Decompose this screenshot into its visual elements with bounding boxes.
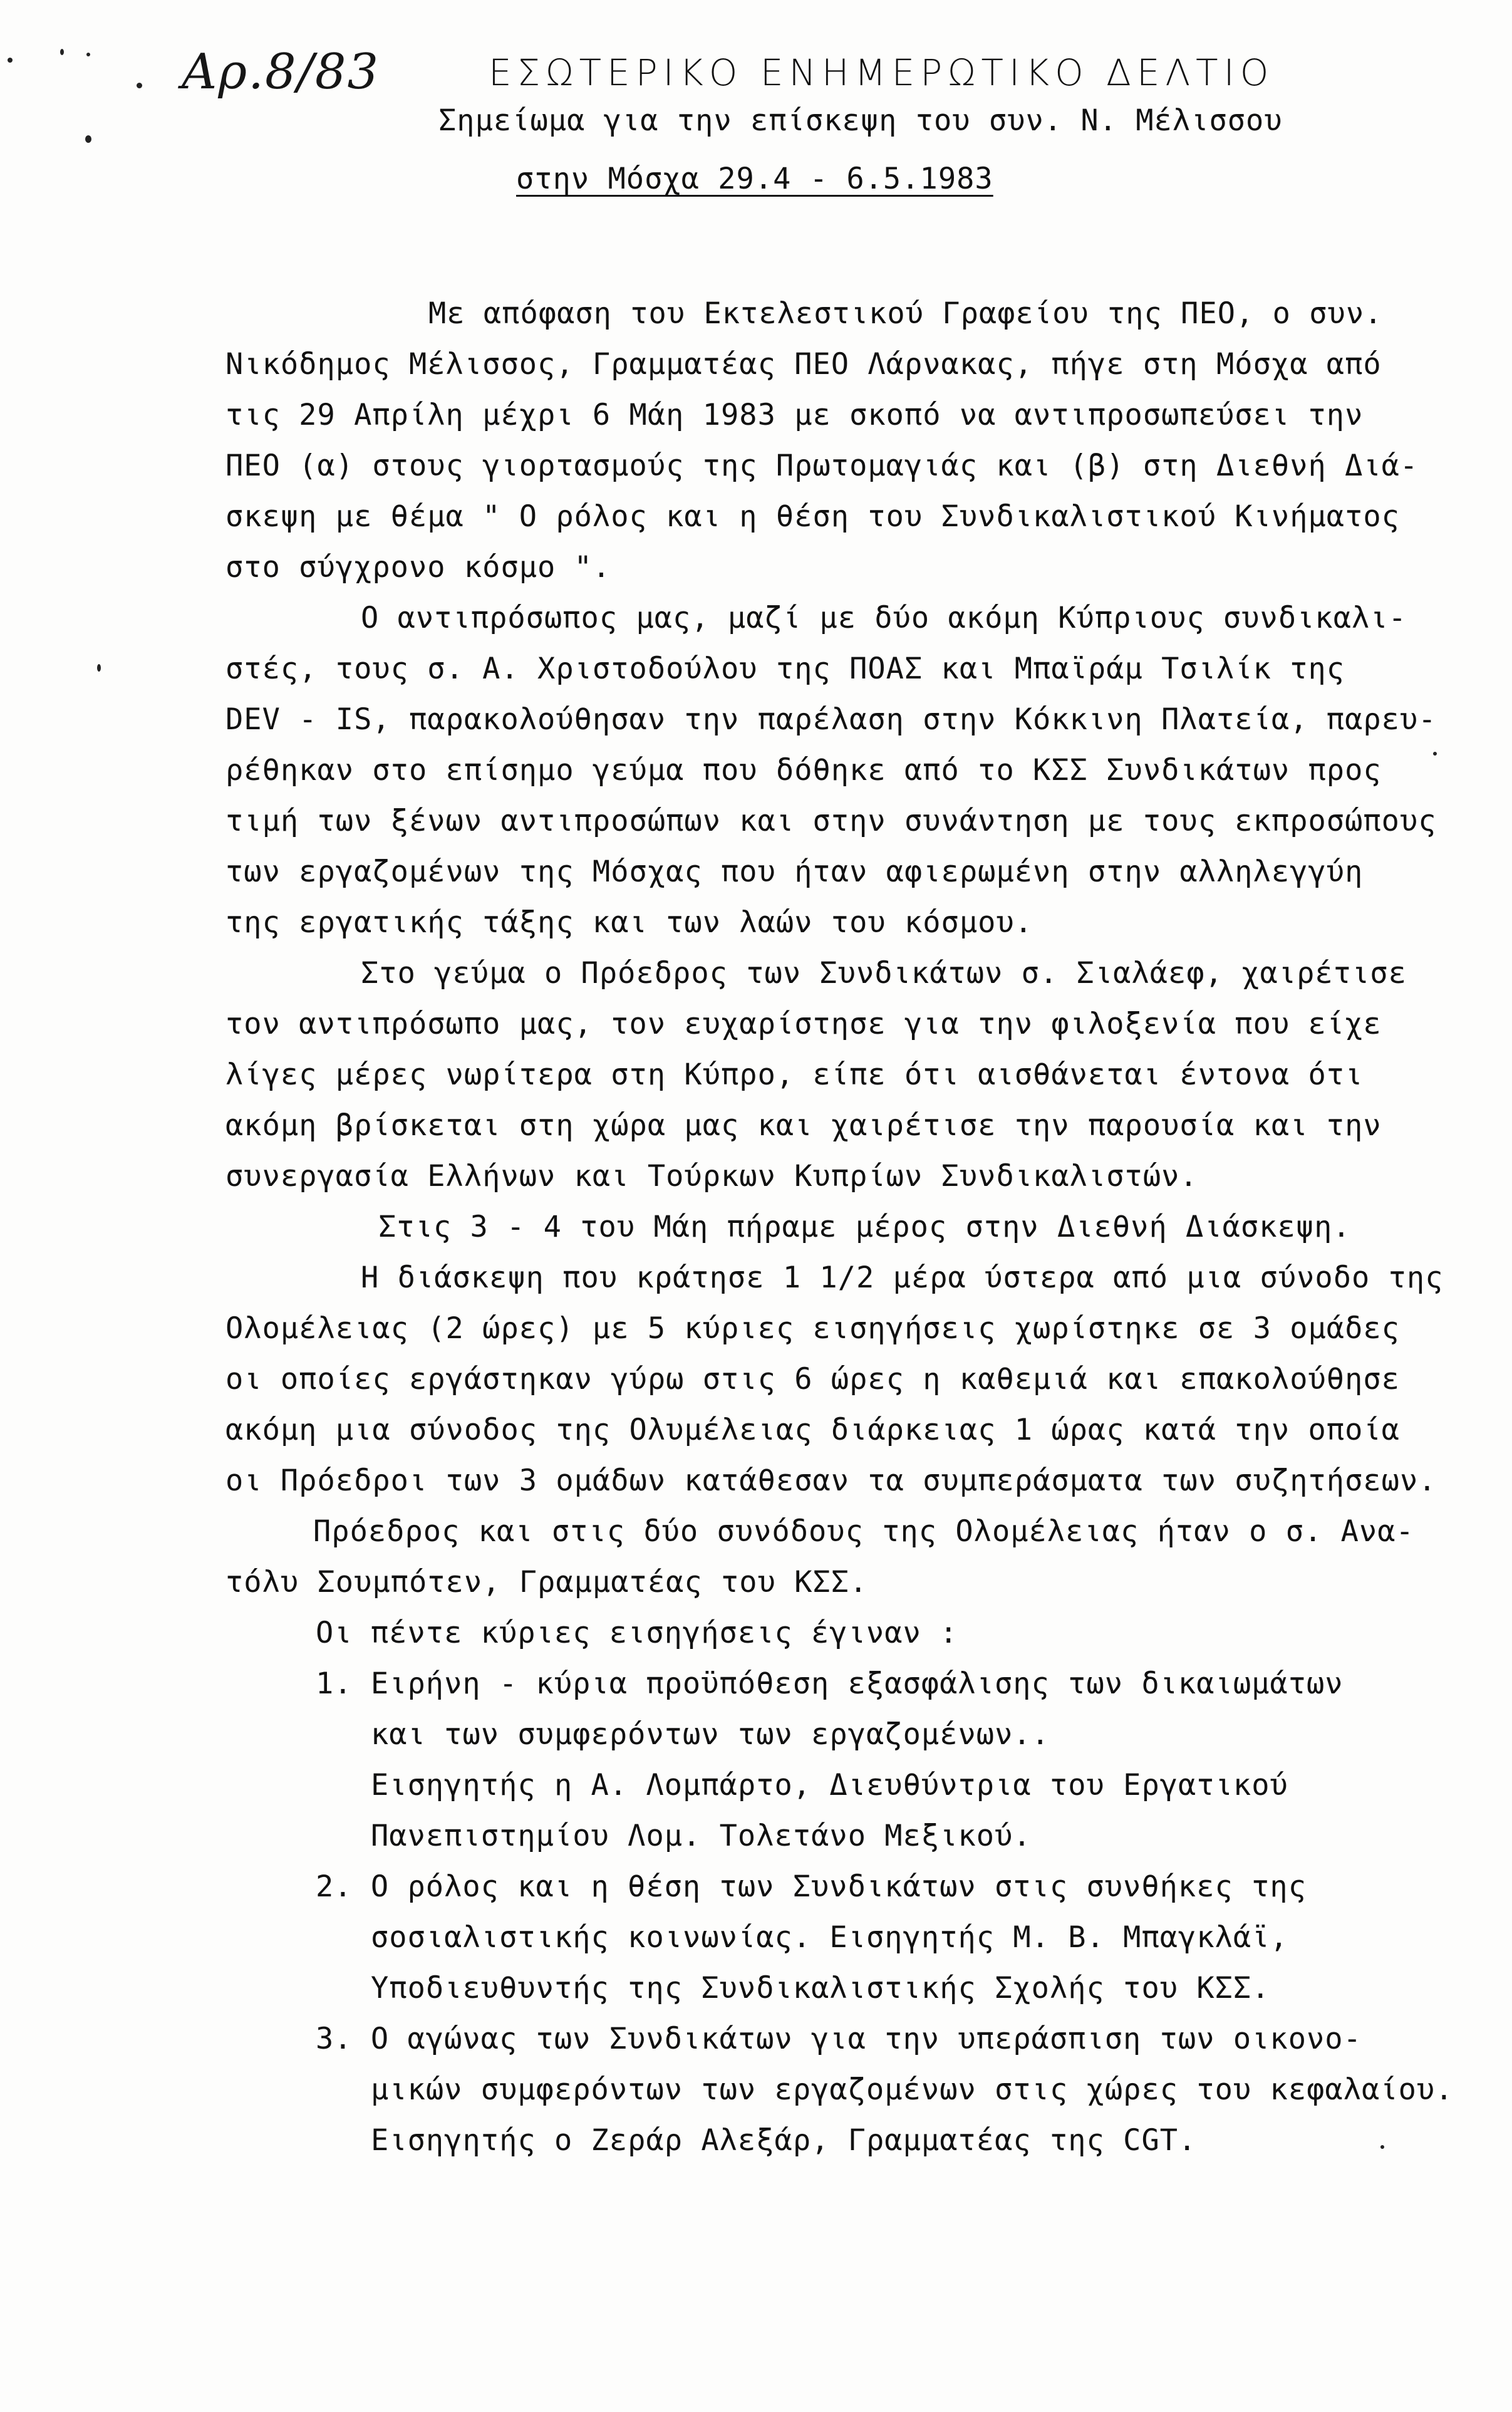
text-line: σοσιαλιστικής κοινωνίας. Εισηγητής Μ. Β. Μπαγκλάϊ, [371,1920,1288,1955]
text-line: Πρόεδρος και στις δύο συνόδους της Ολομέλειας ήταν ο σ. Ανα- [313,1514,1414,1549]
text-line: Υποδιευθυντής της Συνδικαλιστικής Σχολής του ΚΣΣ. [371,1971,1270,2005]
scan-speck [137,83,142,88]
text-line: Στις 3 - 4 του Μάη πήραμε μέρος στην Διεθνή Διάσκεψη. [378,1210,1351,1244]
text-line: Στο γεύμα ο Πρόεδρος των Συνδικάτων σ. Σιαλάεφ, χαιρέτισε [361,956,1407,990]
text-line: μικών συμφερόντων των εργαζομένων στις χώρες του κεφαλαίου. [371,2072,1454,2107]
text-line: τόλυ Σουμπότεν, Γραμματέας του ΚΣΣ. [225,1565,868,1599]
document-subtitle: Σημείωμα για την επίσκεψη του συν. Ν. Μέλισσου [438,103,1283,138]
dates-text: στην Μόσχα 29.4 - 6.5.1983 [516,162,993,196]
text-line: Με απόφαση του Εκτελεστικού Γραφείου της ΠΕΟ, ο συν. [428,296,1383,331]
list-item: 2. Ο ρόλος και η θέση των Συνδικάτων στις συνθήκες της [316,1869,1307,1904]
scan-speck [97,664,101,672]
text-line: στο σύγχρονο κόσμο ". [225,550,611,585]
list-item: 3. Ο αγώνας των Συνδικάτων για την υπεράσπιση των οικονο- [316,2022,1362,2056]
text-line: Εισηγητής η Α. Λομπάρτο, Διευθύντρια του Εργατικού [371,1768,1288,1802]
text-line: τιμή των ξένων αντιπροσώπων και στην συνάντηση με τους εκπροσώπους [225,804,1437,838]
scan-speck [60,49,64,55]
scan-speck [86,53,90,56]
text-line: ακόμη μια σύνοδος της Ολυμέλειας διάρκειας 1 ώρας κατά την οποία [225,1413,1400,1447]
text-line: τις 29 Απρίλη μέχρι 6 Μάη 1983 με σκοπό να αντιπροσωπεύσει την [225,398,1364,432]
document-dates [516,162,993,196]
handwritten-reference-note: Αρ.8/83 [182,44,380,100]
text-line: Η διάσκεψη που κράτησε 1 1/2 μέρα ύστερα από μια σύνοδο της [361,1261,1444,1295]
text-line: σκεψη με θέμα " Ο ρόλος και η θέση του Συνδικαλιστικού Κινήματος [225,499,1400,534]
scan-speck [8,58,13,63]
list-item: 1. Ειρήνη - κύρια προϋπόθεση εξασφάλισης των δικαιωμάτων [316,1666,1344,1701]
text-line: οι οποίες εργάστηκαν γύρω στις 6 ώρες η καθεμιά και επακολούθησε [225,1362,1400,1396]
text-line: της εργατικής τάξης και των λαών του κόσμου. [225,905,1033,940]
text-line: Ολομέλειας (2 ώρες) με 5 κύριες εισηγήσεις χωρίστηκε σε 3 ομάδες [225,1311,1400,1346]
text-line: Εισηγητής ο Ζεράρ Αλεξάρ, Γραμματέας της CGT. [371,2123,1197,2158]
text-line: οι Πρόεδροι των 3 ομάδων κατάθεσαν τα συμπεράσματα των συζητήσεων. [225,1463,1437,1498]
document-title: ΕΣΩΤΕΡΙΚΟ ΕΝΗΜΕΡΩΤΙΚΟ ΔΕΛΤΙΟ [489,51,1275,94]
text-line: DEV - IS, παρακολούθησαν την παρέλαση στην Κόκκινη Πλατεία, παρευ- [225,702,1437,737]
text-line: Νικόδημος Μέλισσος, Γραμματέας ΠΕΟ Λάρνακας, πήγε στη Μόσχα από [225,347,1382,382]
text-line: συνεργασία Ελλήνων και Τούρκων Κυπρίων Συνδικαλιστών. [225,1159,1198,1193]
scan-speck [85,135,91,143]
text-line: Ο αντιπρόσωπος μας, μαζί με δύο ακόμη Κύπριους συνδικαλι- [361,601,1407,635]
text-line: τον αντιπρόσωπο μας, τον ευχαρίστησε για την φιλοξενία που είχε [225,1007,1382,1041]
text-line: ρέθηκαν στο επίσημο γεύμα που δόθηκε από το ΚΣΣ Συνδικάτων προς [225,753,1382,788]
body-text [225,288,1454,2166]
text-line: των εργαζομένων της Μόσχας που ήταν αφιερωμένη στην αλληλεγγύη [225,855,1364,889]
text-line: στές, τους σ. Α. Χριστοδούλου της ΠΟΑΣ και Μπαϊράμ Τσιλίκ της [225,652,1345,686]
text-line: ακόμη βρίσκεται στη χώρα μας και χαιρέτισε την παρουσία και την [225,1108,1382,1143]
text-line: και των συμφερόντων των εργαζομένων.. [371,1717,1050,1752]
text-line: Οι πέντε κύριες εισηγήσεις έγιναν : [316,1616,958,1650]
text-line: λίγες μέρες νωρίτερα στη Κύπρο, είπε ότι αισθάνεται έντονα ότι [225,1058,1364,1092]
text-line: Πανεπιστημίου Λομ. Τολετάνο Μεξικού. [371,1819,1032,1853]
text-line: ΠΕΟ (α) στους γιορτασμούς της Πρωτομαγιάς και (β) στη Διεθνή Διά- [225,449,1419,483]
